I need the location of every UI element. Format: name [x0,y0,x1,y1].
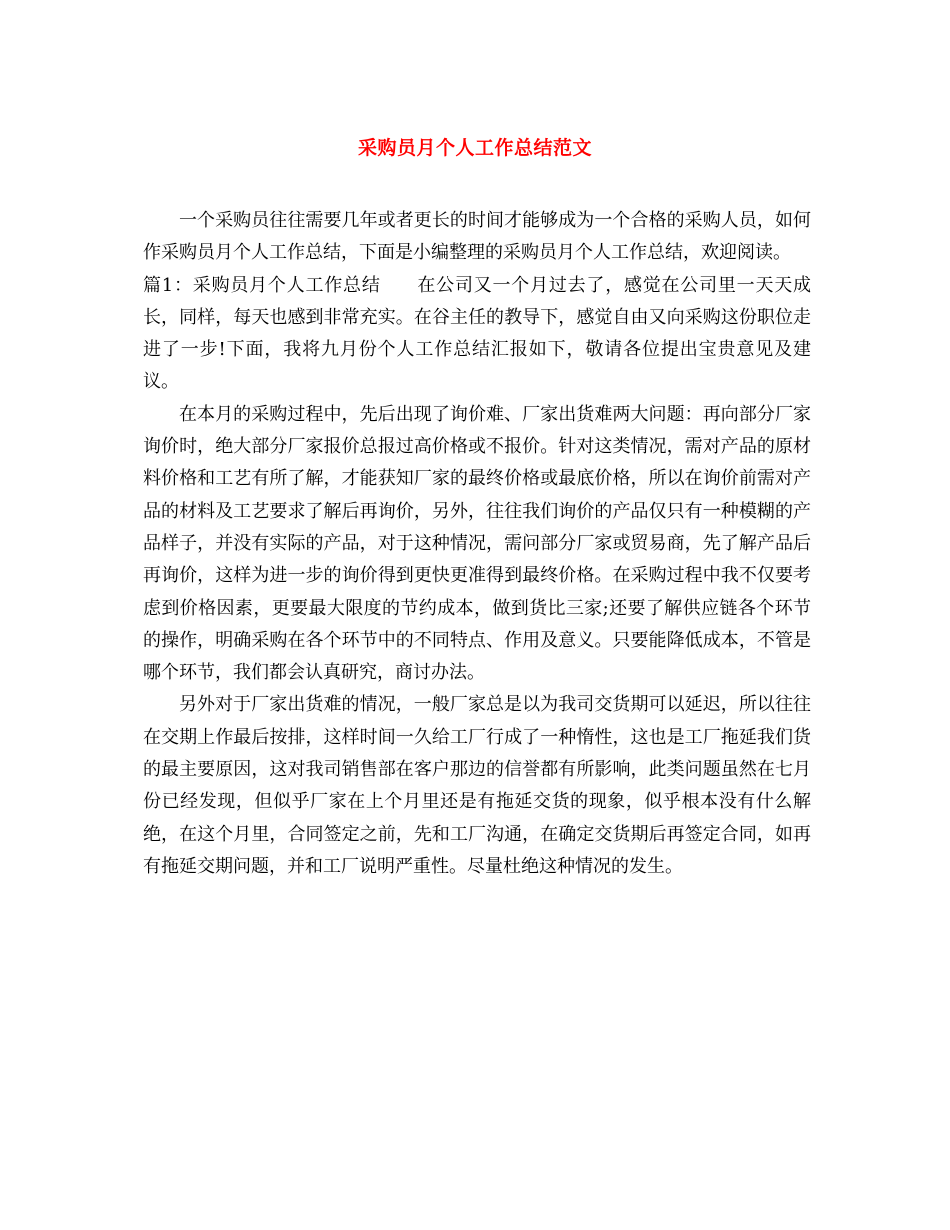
section-1-text: 在公司又一个月过去了，感觉在公司里一天天成长，同样，每天也感到非常充实。在谷主任的教导下，感觉自由又向采购这份职位走进了一步!下面，我将九月份个人工作总结汇报如下，敬请各位提出宝贵意见及建议。 [143,274,812,393]
paragraph-procurement-issues: 在本月的采购过程中，先后出现了询价难、厂家出货难两大问题：再向部分厂家询价时，绝大部分厂家报价总报过高价格或不报价。针对这类情况，需对产品的原材料价格和工艺有所了解，才能获知厂家的最终价格或最底价格，所以在询价前需对产品的材料及工艺要求了解后再询价，另外，往往我们询价的产品仅只有一种模糊的产品样子，并没有实际的产品，对于这种情况，需问部分厂家或贸易商，先了解产品后再询价，这样为进一步的询价得到更快更准得到最终价格。在采购过程中我不仅要考虑到价格因素，更要最大限度的节约成本，做到货比三家;还要了解供应链各个环节的操作，明确采购在各个环节中的不同特点、作用及意义。只要能降低成本，不管是哪个环节，我们都会认真研究，商讨办法。 [143,403,811,684]
document-title: 采购员月个人工作总结范文 [357,137,592,159]
paragraph-section-1 [143,270,811,399]
section-heading: 篇1：采购员月个人工作总结 [143,274,381,296]
document-body [143,205,811,883]
paragraph-delivery-issues: 另外对于厂家出货难的情况，一般厂家总是以为我司交货期可以延迟，所以往往在交期上作最后按排，这样时间一久给工厂行成了一种惰性，这也是工厂拖延我们货的最主要原因，这对我司销售部在客户那边的信誉都有所影响，此类问题虽然在七月份已经发现，但似乎厂家在上个月里还是有拖延交货的现象，似乎根本没有什么解绝，在这个月里，合同签定之前，先和工厂沟通，在确定交货期后再签定合同，如再有拖延交期问题，并和工厂说明严重性。尽量杜绝这种情况的发生。 [143,694,811,877]
paragraph-intro: 一个采购员往往需要几年或者更长的时间才能够成为一个合格的采购人员，如何作采购员月个人工作总结，下面是小编整理的采购员月个人工作总结，欢迎阅读。 [143,210,811,264]
